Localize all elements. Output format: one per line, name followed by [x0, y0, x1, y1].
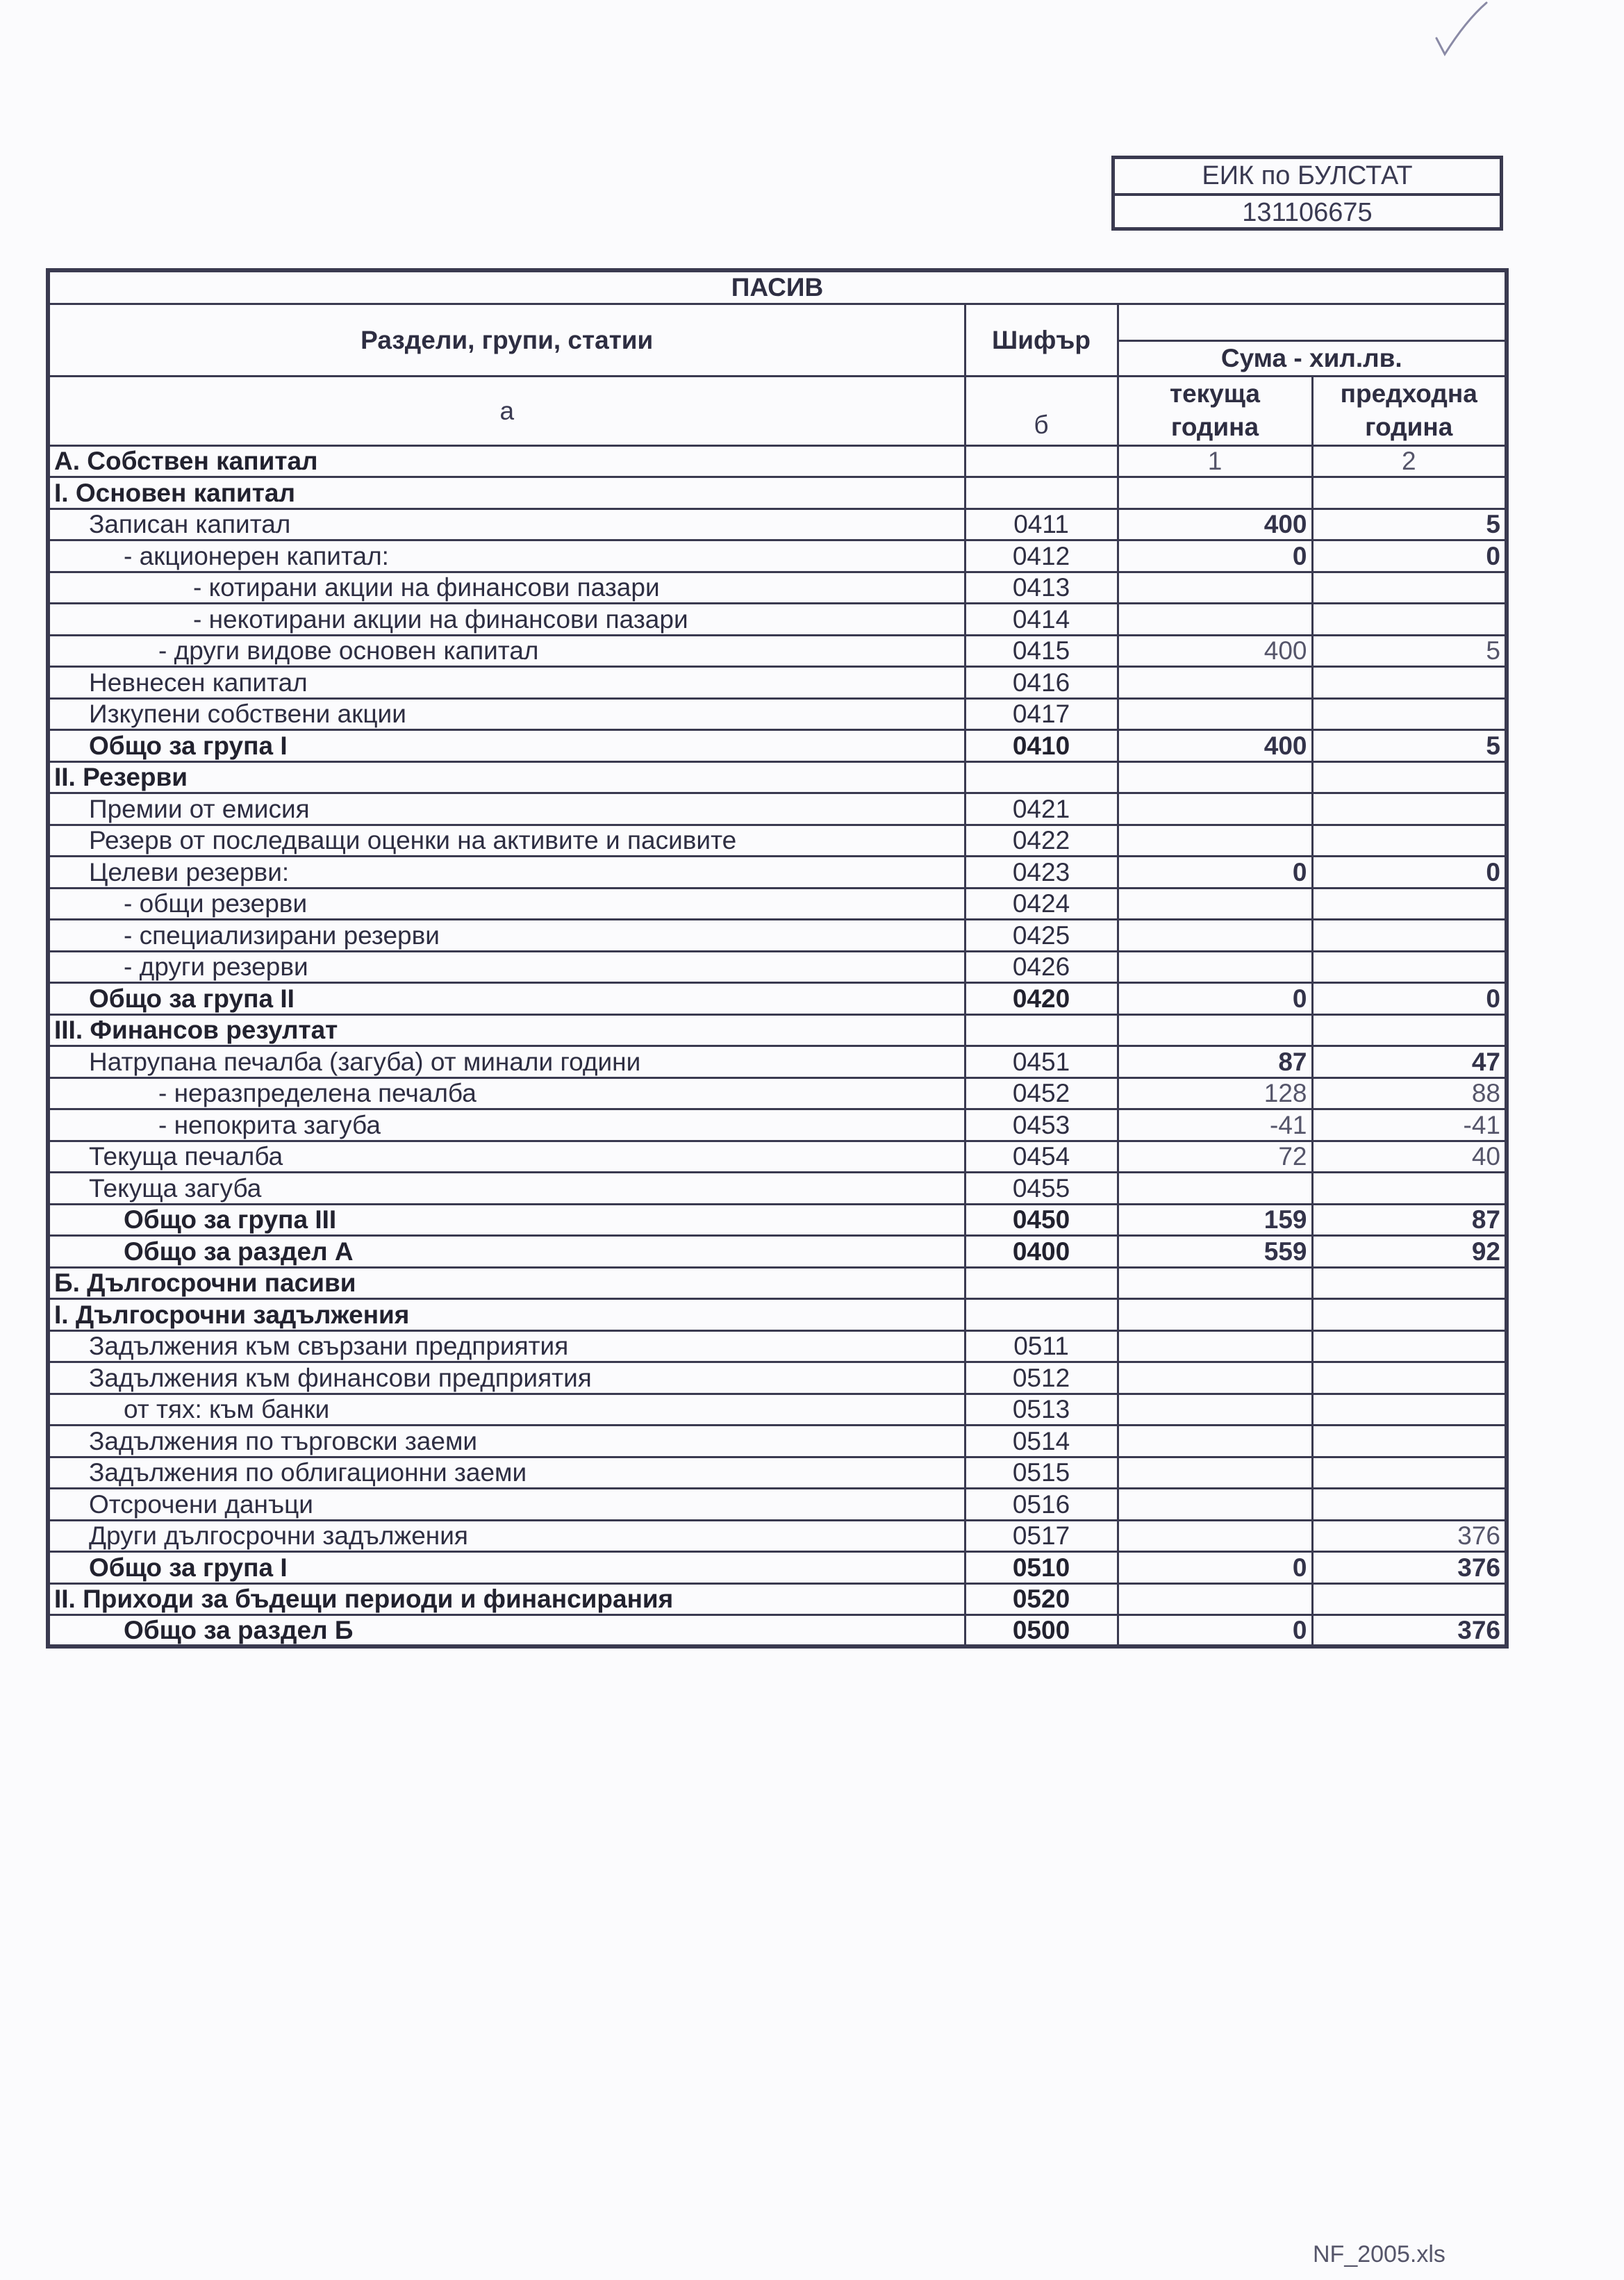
row-label: Общо за група I	[48, 1552, 965, 1584]
row-current-year: 400	[1118, 509, 1312, 540]
row-previous-year: 376	[1312, 1615, 1507, 1647]
row-code	[965, 1014, 1118, 1046]
row-label: II. Приходи за бъдещи периоди и финансирания	[48, 1583, 965, 1615]
row-code: 0400	[965, 1236, 1118, 1268]
row-current-year	[1118, 477, 1312, 509]
row-previous-year	[1312, 1267, 1507, 1299]
row-previous-year	[1312, 1394, 1507, 1426]
row-code: 0450	[965, 1204, 1118, 1236]
footer-filename: NF_2005.xls	[1313, 2241, 1445, 2267]
row-label: Задължения по облигационни заеми	[48, 1457, 965, 1489]
table-row	[48, 667, 1507, 699]
row-label: - други резерви	[48, 951, 965, 983]
row-label: Текуща печалба	[48, 1141, 965, 1173]
row-label: А. Собствен капитал	[48, 445, 965, 477]
row-label: Задължения към свързани предприятия	[48, 1330, 965, 1362]
table-row	[48, 1552, 1507, 1584]
row-code: 0500	[965, 1615, 1118, 1647]
row-code: 0512	[965, 1362, 1118, 1394]
table-row	[48, 1520, 1507, 1552]
handwritten-checkmark	[1417, 0, 1493, 63]
row-current-year: 0	[1118, 540, 1312, 572]
table-row	[48, 1394, 1507, 1426]
row-previous-year: 5	[1312, 509, 1507, 540]
row-previous-year	[1312, 920, 1507, 952]
liabilities-table	[46, 268, 1509, 1649]
row-label: Общо за група I	[48, 730, 965, 762]
eik-box	[1111, 156, 1503, 231]
row-current-year	[1118, 825, 1312, 857]
row-code: 0515	[965, 1457, 1118, 1489]
row-current-year	[1118, 1489, 1312, 1521]
row-label: Общо за група II	[48, 983, 965, 1015]
row-previous-year	[1312, 1299, 1507, 1331]
row-label: - акционерен капитал:	[48, 540, 965, 572]
table-row	[48, 1615, 1507, 1647]
row-label: Резерв от последващи оценки на активите и пасивите	[48, 825, 965, 857]
row-current-year	[1118, 951, 1312, 983]
row-current-year	[1118, 1520, 1312, 1552]
row-previous-year	[1312, 1173, 1507, 1205]
row-current-year	[1118, 1362, 1312, 1394]
row-code: 0411	[965, 509, 1118, 540]
row-label: - специализирани резерви	[48, 920, 965, 952]
row-label: Общо за раздел А	[48, 1236, 965, 1268]
col-current-header: текуща година	[1118, 376, 1312, 445]
table-row	[48, 1077, 1507, 1109]
header-row-3	[48, 376, 1507, 445]
row-current-year: 159	[1118, 1204, 1312, 1236]
row-code	[965, 1299, 1118, 1331]
table-row	[48, 1583, 1507, 1615]
row-previous-year: 92	[1312, 1236, 1507, 1268]
row-label: Премии от емисия	[48, 793, 965, 825]
eik-value: 131106675	[1242, 198, 1373, 227]
row-label: I. Основен капитал	[48, 477, 965, 509]
table-row	[48, 1141, 1507, 1173]
row-previous-year: 0	[1312, 857, 1507, 889]
row-label: III. Финансов резултат	[48, 1014, 965, 1046]
table-row	[48, 888, 1507, 920]
row-current-year: 0	[1118, 857, 1312, 889]
col-code-header: Шифър	[965, 304, 1118, 376]
row-previous-year: 5	[1312, 730, 1507, 762]
row-current-year: 0	[1118, 1552, 1312, 1584]
table-row	[48, 1204, 1507, 1236]
col-previous-header: предходна година	[1312, 376, 1507, 445]
table-row	[48, 857, 1507, 889]
table-row	[48, 793, 1507, 825]
row-previous-year: 376	[1312, 1520, 1507, 1552]
row-label: Задължения по търговски заеми	[48, 1426, 965, 1457]
row-current-year	[1118, 1583, 1312, 1615]
row-previous-year: 87	[1312, 1204, 1507, 1236]
row-label: Невнесен капитал	[48, 667, 965, 699]
row-code: 0410	[965, 730, 1118, 762]
table-row	[48, 1426, 1507, 1457]
row-code: 0421	[965, 793, 1118, 825]
row-code: 0520	[965, 1583, 1118, 1615]
row-previous-year	[1312, 698, 1507, 730]
row-code: 0517	[965, 1520, 1118, 1552]
row-code: 0455	[965, 1173, 1118, 1205]
row-label: Б. Дългосрочни пасиви	[48, 1267, 965, 1299]
table-row	[48, 1046, 1507, 1078]
table-row	[48, 1362, 1507, 1394]
header-row-1	[48, 304, 1507, 340]
table-row	[48, 445, 1507, 477]
row-label: - общи резерви	[48, 888, 965, 920]
row-code: 0416	[965, 667, 1118, 699]
row-code: 0454	[965, 1141, 1118, 1173]
table-row	[48, 1299, 1507, 1331]
row-code	[965, 761, 1118, 793]
table-row	[48, 572, 1507, 604]
row-label: Отсрочени данъци	[48, 1489, 965, 1521]
row-code: 0422	[965, 825, 1118, 857]
row-label: Текуща загуба	[48, 1173, 965, 1205]
table-title: ПАСИВ	[48, 270, 1507, 304]
row-previous-year	[1312, 1330, 1507, 1362]
row-label: Целеви резерви:	[48, 857, 965, 889]
row-current-year	[1118, 1014, 1312, 1046]
table-row	[48, 983, 1507, 1015]
row-code: 0425	[965, 920, 1118, 952]
row-label: - други видове основен капитал	[48, 635, 965, 667]
row-code: 0516	[965, 1489, 1118, 1521]
row-code: 0453	[965, 1109, 1118, 1141]
table-row	[48, 1330, 1507, 1362]
table-row	[48, 540, 1507, 572]
row-current-year: 0	[1118, 1615, 1312, 1647]
row-previous-year	[1312, 825, 1507, 857]
row-label: - непокрита загуба	[48, 1109, 965, 1141]
row-code: 0413	[965, 572, 1118, 604]
row-label: - котирани акции на финансови пазари	[48, 572, 965, 604]
row-code: 0415	[965, 635, 1118, 667]
row-label: Задължения към финансови предприятия	[48, 1362, 965, 1394]
row-current-year: 559	[1118, 1236, 1312, 1268]
row-code: 0510	[965, 1552, 1118, 1584]
sub-header-a: а	[48, 376, 965, 445]
row-previous-year	[1312, 1014, 1507, 1046]
row-current-year: 0	[1118, 983, 1312, 1015]
table-row	[48, 477, 1507, 509]
row-code: 0426	[965, 951, 1118, 983]
table-row	[48, 1457, 1507, 1489]
table-body	[48, 445, 1507, 1646]
row-code: 0451	[965, 1046, 1118, 1078]
row-current-year: -41	[1118, 1109, 1312, 1141]
table-row	[48, 509, 1507, 540]
table-row	[48, 604, 1507, 636]
row-label: - неразпределена печалба	[48, 1077, 965, 1109]
row-code	[965, 477, 1118, 509]
row-previous-year: 47	[1312, 1046, 1507, 1078]
row-current-year	[1118, 572, 1312, 604]
row-previous-year	[1312, 1426, 1507, 1457]
row-label: Други дългосрочни задължения	[48, 1520, 965, 1552]
row-current-year: 400	[1118, 730, 1312, 762]
row-previous-year	[1312, 951, 1507, 983]
row-label: от тях: към банки	[48, 1394, 965, 1426]
table-row	[48, 698, 1507, 730]
row-previous-year: 0	[1312, 540, 1507, 572]
row-label: Изкупени собствени акции	[48, 698, 965, 730]
row-label: Записан капитал	[48, 509, 965, 540]
row-code: 0423	[965, 857, 1118, 889]
row-current-year	[1118, 1330, 1312, 1362]
row-code: 0514	[965, 1426, 1118, 1457]
row-current-year: 87	[1118, 1046, 1312, 1078]
row-current-year	[1118, 1173, 1312, 1205]
table-row	[48, 1236, 1507, 1268]
row-current-year	[1118, 920, 1312, 952]
row-previous-year	[1312, 1362, 1507, 1394]
table-row	[48, 951, 1507, 983]
row-previous-year	[1312, 477, 1507, 509]
row-previous-year	[1312, 667, 1507, 699]
col-sections-header: Раздели, групи, статии	[48, 304, 965, 376]
table-row	[48, 635, 1507, 667]
row-code: 0452	[965, 1077, 1118, 1109]
row-code: 0417	[965, 698, 1118, 730]
table-row	[48, 1173, 1507, 1205]
row-current-year	[1118, 1299, 1312, 1331]
row-previous-year	[1312, 793, 1507, 825]
row-current-year	[1118, 1457, 1312, 1489]
row-previous-year: 0	[1312, 983, 1507, 1015]
row-previous-year: 376	[1312, 1552, 1507, 1584]
row-previous-year: 5	[1312, 635, 1507, 667]
table-title-row	[48, 270, 1507, 304]
table-row	[48, 1109, 1507, 1141]
table-row	[48, 1267, 1507, 1299]
table-row	[48, 761, 1507, 793]
row-previous-year: 40	[1312, 1141, 1507, 1173]
row-current-year	[1118, 698, 1312, 730]
table-row	[48, 920, 1507, 952]
row-code: 0414	[965, 604, 1118, 636]
row-previous-year	[1312, 1489, 1507, 1521]
row-label: Общо за раздел Б	[48, 1615, 965, 1647]
table-row	[48, 1489, 1507, 1521]
row-current-year	[1118, 1394, 1312, 1426]
row-previous-year: -41	[1312, 1109, 1507, 1141]
row-current-year	[1118, 793, 1312, 825]
row-current-year	[1118, 1426, 1312, 1457]
row-label: Общо за група III	[48, 1204, 965, 1236]
row-current-year	[1118, 888, 1312, 920]
row-current-year: 400	[1118, 635, 1312, 667]
row-label: Натрупана печалба (загуба) от минали години	[48, 1046, 965, 1078]
sub-header-1: 1	[1118, 445, 1312, 477]
sub-header-b: б	[965, 376, 1118, 445]
row-previous-year	[1312, 888, 1507, 920]
row-previous-year	[1312, 572, 1507, 604]
row-previous-year	[1312, 761, 1507, 793]
col-amount-header: Сума - хил.лв.	[1118, 340, 1507, 376]
eik-label: ЕИК по БУЛСТАТ	[1115, 159, 1500, 196]
table-row	[48, 730, 1507, 762]
row-label: - некотирани акции на финансови пазари	[48, 604, 965, 636]
row-code: 0511	[965, 1330, 1118, 1362]
row-label: II. Резерви	[48, 761, 965, 793]
row-current-year: 128	[1118, 1077, 1312, 1109]
row-current-year	[1118, 761, 1312, 793]
row-current-year	[1118, 667, 1312, 699]
row-code: 0424	[965, 888, 1118, 920]
row-code	[965, 445, 1118, 477]
row-code: 0420	[965, 983, 1118, 1015]
row-previous-year	[1312, 1583, 1507, 1615]
row-previous-year: 88	[1312, 1077, 1507, 1109]
sub-header-2: 2	[1312, 445, 1507, 477]
row-current-year: 72	[1118, 1141, 1312, 1173]
row-previous-year	[1312, 1457, 1507, 1489]
row-current-year	[1118, 1267, 1312, 1299]
row-code	[965, 1267, 1118, 1299]
table-row	[48, 825, 1507, 857]
table-row	[48, 1014, 1507, 1046]
row-previous-year	[1312, 604, 1507, 636]
col-amount-spacer	[1118, 304, 1507, 340]
row-code: 0513	[965, 1394, 1118, 1426]
row-label: I. Дългосрочни задължения	[48, 1299, 965, 1331]
row-current-year	[1118, 604, 1312, 636]
row-code: 0412	[965, 540, 1118, 572]
